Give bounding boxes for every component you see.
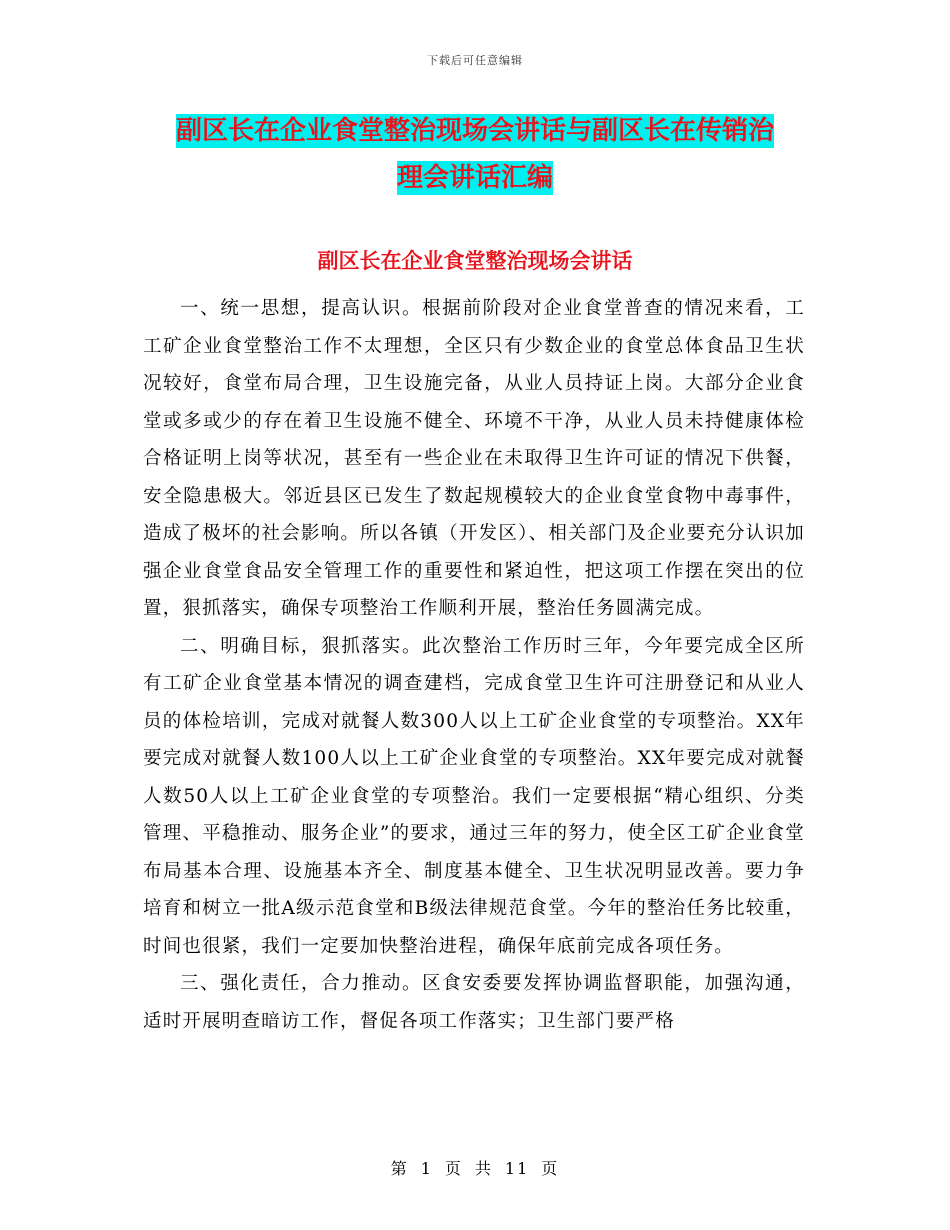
document-body	[143, 290, 805, 1040]
page-header: 下载后可任意编辑	[427, 54, 523, 67]
document-title	[140, 108, 810, 202]
document-title-line-1: 副区长在企业食堂整治现场会讲话与副区长在传销治	[175, 116, 774, 146]
paragraph-1: 一、统一思想，提高认识。根据前阶段对企业食堂普查的情况来看，工工矿企业食堂整治工作不太理想，全区只有少数企业的食堂总体食品卫生状况较好，食堂布局合理，卫生设施完备，从业人员持证上岗。大部分企业食堂或多或少的存在着卫生设施不健全、环境不干净，从业人员未持健康体检合格证明上岗等状况，甚至有一些企业在未取得卫生许可证的情况下供餐，安全隐患极大。邻近县区已发生了数起规模较大的企业食堂食物中毒事件，造成了极坏的社会影响。所以各镇（开发区）、相关部门及企业要充分认识加强企业食堂食品安全管理工作的重要性和紧迫性，把这项工作摆在突出的位置，狠抓落实，确保专项整治工作顺利开展，整治任务圆满完成。	[143, 298, 805, 619]
paragraph-3: 三、强化责任，合力推动。区食安委要发挥协调监督职能，加强沟通，适时开展明查暗访工作，督促各项工作落实；卫生部门要严格	[143, 973, 805, 1032]
section-title: 副区长在企业食堂整治现场会讲话	[317, 248, 633, 273]
footer-page-mid: 页	[444, 1159, 463, 1178]
footer-total-prefix: 共	[474, 1159, 493, 1178]
page-footer	[0, 1156, 950, 1179]
footer-page-number: 1	[420, 1159, 433, 1178]
document-title-line-2: 理会讲话汇编	[396, 163, 553, 193]
paragraph-2: 二、明确目标，狠抓落实。此次整治工作历时三年，今年要完成全区所有工矿企业食堂基本情况的调查建档，完成食堂卫生许可注册登记和从业人员的体检培训，完成对就餐人数300人以上工矿企业食堂的专项整治。XX年要完成对就餐人数100人以上工矿企业食堂的专项整治。XX年要完成对就餐人数50人以上工矿企业食堂的专项整治。我们一定要根据“精心组织、分类管理、平稳推动、服务企业”的要求，通过三年的努力，使全区工矿企业食堂布局基本合理、设施基本齐全、制度基本健全、卫生状况明显改善。要力争培育和树立一批A级示范食堂和B级法律规范食堂。今年的整治任务比较重，时间也很紧，我们一定要加快整治进程，确保年底前完成各项任务。	[143, 635, 805, 957]
footer-total-pages: 11	[504, 1159, 530, 1178]
footer-page-prefix: 第	[390, 1159, 409, 1178]
footer-page-suffix: 页	[541, 1159, 560, 1178]
